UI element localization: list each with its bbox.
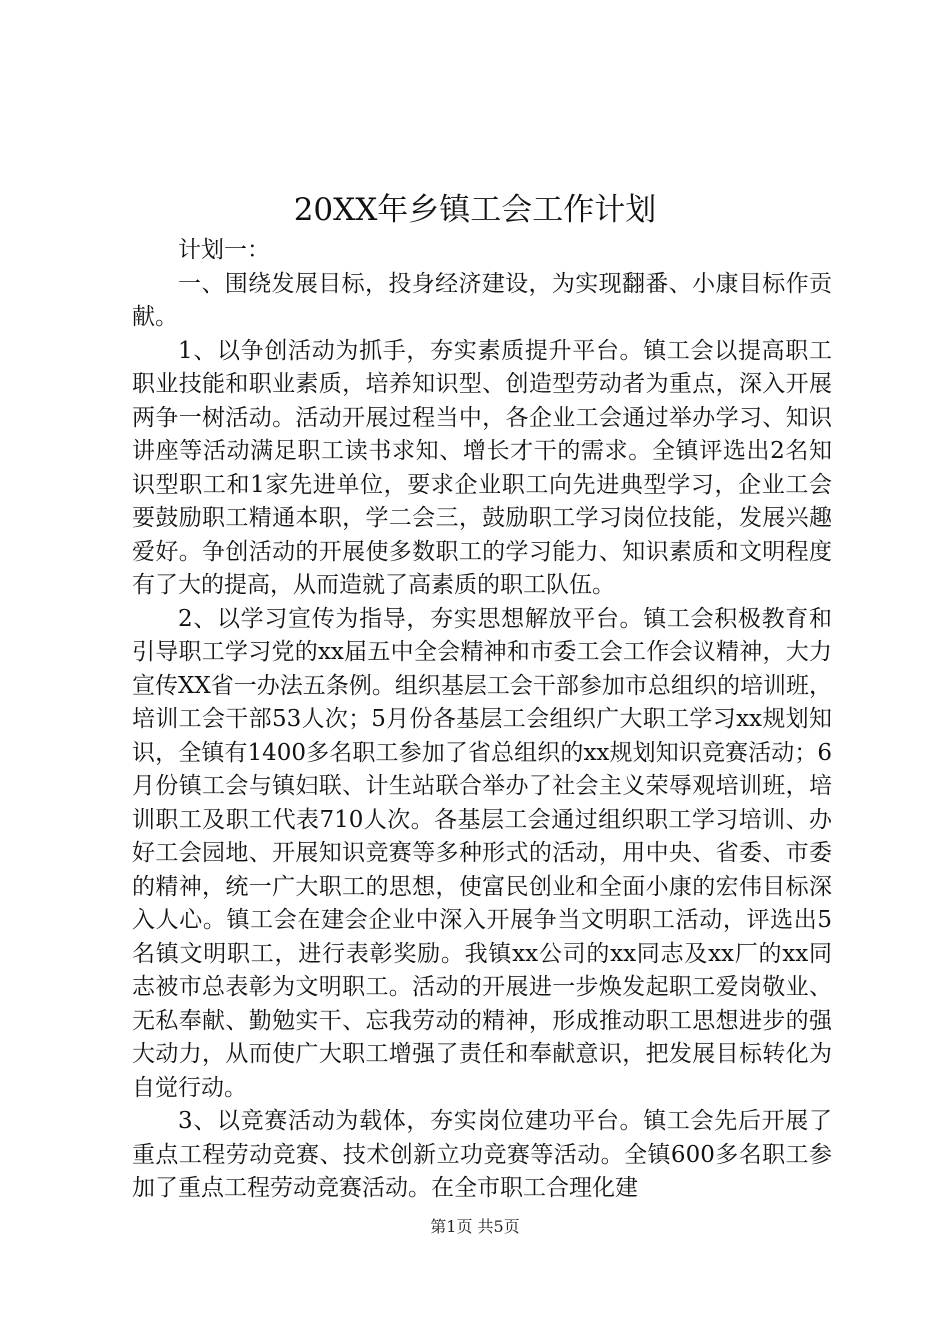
paragraph-section-one: 一、围绕发展目标，投身经济建设，为实现翻番、小康目标作贡献。 bbox=[132, 270, 832, 330]
paragraph-item-2: 2、以学习宣传为指导，夯实思想解放平台。镇工会积极教育和引导职工学习党的xx届五中全会精神和市委工会工作会议精神，大力宣传XX省一办法五条例。组织基层工会干部参加市总组织的培训班，培训工会干部53人次；5月份各基层工会组织广大职工学习xx规划知识，全镇有1400多名职工参加了省总组织的xx规划知识竞赛活动；6月份镇工会与镇妇联、计生站联合举办了社会主义荣辱观培训班，培训职工及职工代表710人次。各基层工会通过组织职工学习培训、办好工会园地、开展知识竞赛等多种形式的活动，用中央、省委、市委的精神，统一广大职工的思想，使富民创业和全面小康的宏伟目标深入人心。镇工会在建会企业中深入开展争当文明职工活动，评选出5名镇文明职工，进行表彰奖励。我镇xx公司的xx同志及xx厂的xx同志被市总表彰为文明职工。活动的开展进一步焕发起职工爱岗敬业、无私奉献、勤勉实干、忘我劳动的精神，形成推动职工思想进步的强大动力，从而使广大职工增强了责任和奉献意识，把发展目标转化为自觉行动。 bbox=[132, 605, 832, 1101]
page-footer: 第1页 共5页 bbox=[430, 1217, 520, 1236]
document-body bbox=[132, 234, 832, 1206]
paragraph-plan-heading: 计划一： bbox=[178, 237, 270, 263]
paragraph-item-3: 3、以竞赛活动为载体，夯实岗位建功平台。镇工会先后开展了重点工程劳动竞赛、技术创新立功竞赛等活动。全镇600多名职工参加了重点工程劳动竞赛活动。在全市职工合理化建 bbox=[132, 1108, 832, 1201]
paragraph-item-1: 1、以争创活动为抓手，夯实素质提升平台。镇工会以提高职工职业技能和职业素质，培养知识型、创造型劳动者为重点，深入开展两争一树活动。活动开展过程当中，各企业工会通过举办学习、知识讲座等活动满足职工读书求知、增长才干的需求。全镇评选出2名知识型职工和1家先进单位，要求企业职工向先进典型学习，企业工会要鼓励职工精通本职，学二会三，鼓励职工学习岗位技能，发展兴趣爱好。争创活动的开展使多数职工的学习能力、知识素质和文明程度有了大的提高，从而造就了高素质的职工队伍。 bbox=[132, 337, 832, 598]
document-title: 20XX年乡镇工会工作计划 bbox=[293, 192, 657, 228]
